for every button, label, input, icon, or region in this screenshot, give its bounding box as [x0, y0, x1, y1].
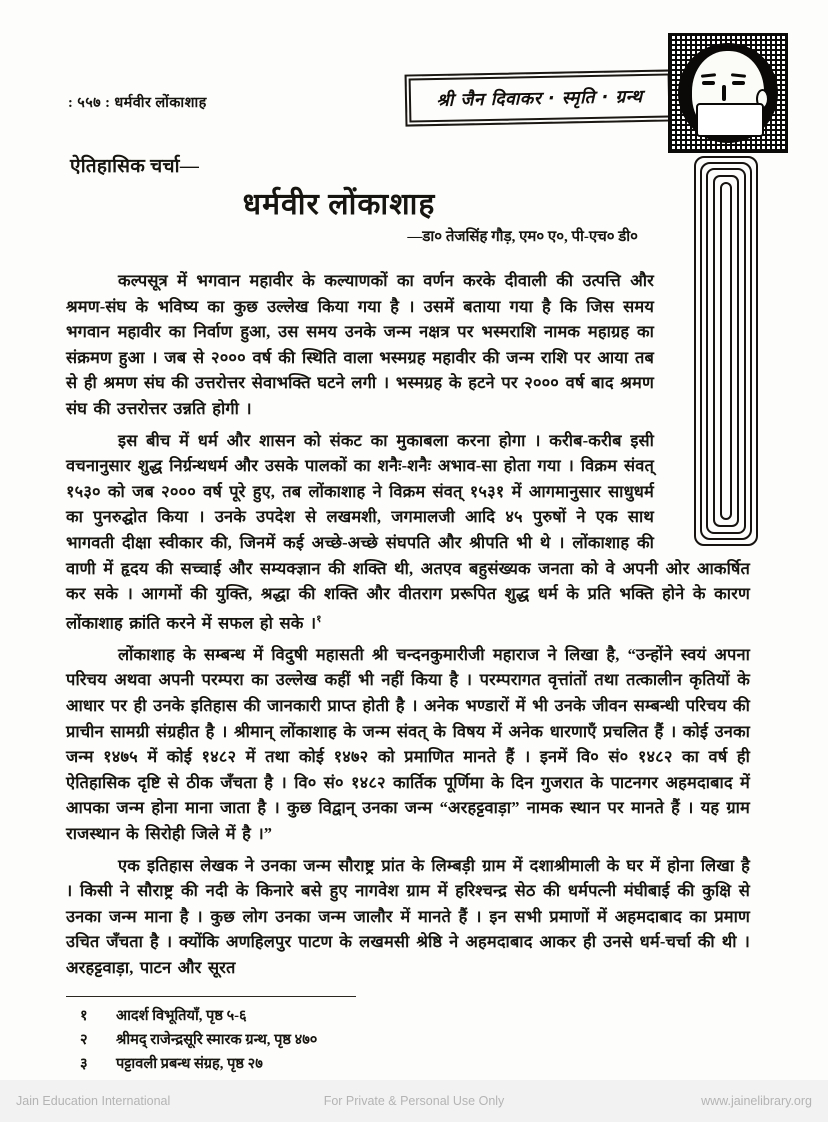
portrait-oval — [678, 43, 778, 143]
paragraph: लोंकाशाह के सम्बन्ध में विदुषी महासती श्री चन्दनकुमारीजी महाराज ने लिखा है, “उन्होंने स्वयं अपना परिचय अथवा अपनी परम्परा का उल्लेख कहीं भी नहीं किया है । परम्परागत वृत्तांतों तथा तत्कालीन कृतियों के आधार पर ही उनके इतिहास की जानकारी प्राप्त होती है । अनेक भण्डारों में भी उनके जीवन सम्बन्धी परिचय की प्राचीन सामग्री संग्रहीत है । श्रीमान् लोंकाशाह के जन्म संवत् के विषय में अनेक धारणाएँ प्रचलित हैं । कोई उनका जन्म १४७५ में कोई १४८२ में तथा कोई १४७२ को प्रमाणित मानते हैं । इनमें वि० सं० १४८२ का वर्ष ही ऐतिहासिक दृष्टि से ठीक जँचता है । वि० सं० १४८२ कार्तिक पूर्णिमा के दिन गुजरात के पाटनगर अहमदाबाद में आपका जन्म होना माना जाता है । कुछ विद्वान् उनका जन्म “अरहट्टवाड़ा” नामक स्थान पर मानते हैं । यह ग्राम राजस्थान के सिरोही जिले में है ।” — [66, 644, 750, 843]
section-kicker: ऐतिहासिक चर्चा— — [70, 156, 200, 177]
footnote-divider — [66, 996, 356, 997]
footnote-list — [80, 1004, 600, 1076]
portrait-face-icon — [692, 51, 764, 135]
footnote-number: १ — [80, 1008, 88, 1024]
paragraph: इस बीच में धर्म और शासन को संकट का मुकाबला करना होगा । करीब-करीब इसी वचनानुसार शुद्ध निर्ग्रन्थधर्म और उसके पालकों का शनैः-शनैः अभाव-सा होता गया । विक्रम संवत् १५३० को जब २००० वर्ष पूरे हुए, तब लोंकाशाह ने विक्रम संवत् १५३१ में आगमानुसार साधुधर्म का पुनरुद्घोत किया । उनके उपदेश से लखमशी, जगमालजी आदि ४५ पुरुषों ने एक साथ भागवती दीक्षा स्वीकार की, जिनमें कई अच्छे-अच्छे संघपति और श्रीपति भी थे । लोंकाशाह की वाणी में हृदय की सच्चाई और सम्यक्ज्ञान की शक्ति थी, अतएव बहुसंख्यक जनता को वे अपनी ओर आकर्षित कर सके । आगमों की युक्ति, श्रद्धा की शक्ति और वीतराग प्ररूपित शुद्ध धर्म के प्रति भक्ति होने के कारण लोंकाशाह क्रांति करने में सफल हो सके ।$^१$ — [66, 430, 750, 633]
commemorative-volume-stamp — [405, 69, 675, 126]
footnote-number: ३ — [80, 1056, 88, 1072]
footnote-ref-1: १ — [316, 613, 322, 625]
running-head: : ५५७ : धर्मवीर लोंकाशाह — [68, 95, 207, 111]
article-body — [66, 268, 750, 981]
monk-portrait-medallion — [668, 33, 788, 153]
footnote-text: पट्टावली प्रबन्ध संग्रह, पृष्ठ २७ — [116, 1056, 263, 1072]
footnote-item — [80, 1052, 600, 1076]
footer-usage-notice: For Private & Personal Use Only — [323, 1094, 505, 1108]
footnote-number: २ — [80, 1032, 88, 1048]
footnote-text: आदर्श विभूतियाँ, पृष्ठ ५-६ — [116, 1008, 247, 1024]
scan-footer-bar — [0, 1080, 828, 1122]
footnote-item — [80, 1028, 600, 1052]
footnote-text: श्रीमद् राजेन्द्रसूरि स्मारक ग्रन्थ, पृष्ठ ४७० — [116, 1032, 318, 1048]
paragraph: कल्पसूत्र में भगवान महावीर के कल्याणकों का वर्णन करके दीवाली की उत्पत्ति और श्रमण-संघ के भविष्य का कुछ उल्लेख किया गया है । उसमें बताया गया है कि जिस समय भगवान महावीर का निर्वाण हुआ, उस समय उनके जन्म नक्षत्र पर भस्मराशि नामक महाग्रह का संक्रमण हुआ । जब से २००० वर्ष की स्थिति वाला भस्मग्रह महावीर की जन्म राशि पर आया तब से ही श्रमण संघ की उत्तरोत्तर सेवाभक्ति घटने लगी । भस्मग्रह के हटने पर २००० वर्ष बाद श्रमण संघ की उत्तरोत्तर उन्नति होगी । — [66, 268, 750, 422]
author-byline: —डा० तेजसिंह गौड़, एम० ए०, पी-एच० डी० — [407, 229, 638, 245]
footer-website-link[interactable]: www.jainelibrary.org — [701, 1094, 812, 1108]
page-title: धर्मवीर लोंकाशाह — [242, 188, 436, 221]
stamp-label: श्री जैन दिवाकर · स्मृति · ग्रन्थ — [436, 87, 643, 111]
paragraph: एक इतिहास लेखक ने उनका जन्म सौराष्ट्र प्रांत के लिम्बड़ी ग्राम में दशाश्रीमाली के घर में होना लिखा है । किसी ने सौराष्ट्र की नदी के किनारे बसे हुए नागवेश ग्राम में हरिश्चन्द्र सेठ की धर्मपत्नी मंघीबाई की कुक्षि से उनका जन्म माना है । कुछ लोग उनका जन्म जालौर में मानते हैं । इन सभी प्रमाणों में अहमदाबाद का प्रमाण उचित जँचता है । क्योंकि अणहिलपुर पाटण के लखमसी श्रेष्ठि ने अहमदाबाद आकर ही उनसे धर्म-चर्चा की थी । अरहट्टवाड़ा, पाटन और सूरत — [66, 855, 750, 977]
ornament-text-wrap-spacer — [654, 268, 750, 546]
mouth-cloth-icon — [696, 103, 764, 137]
footer-organization: Jain Education International — [16, 1094, 171, 1108]
footnote-item — [80, 1004, 600, 1028]
